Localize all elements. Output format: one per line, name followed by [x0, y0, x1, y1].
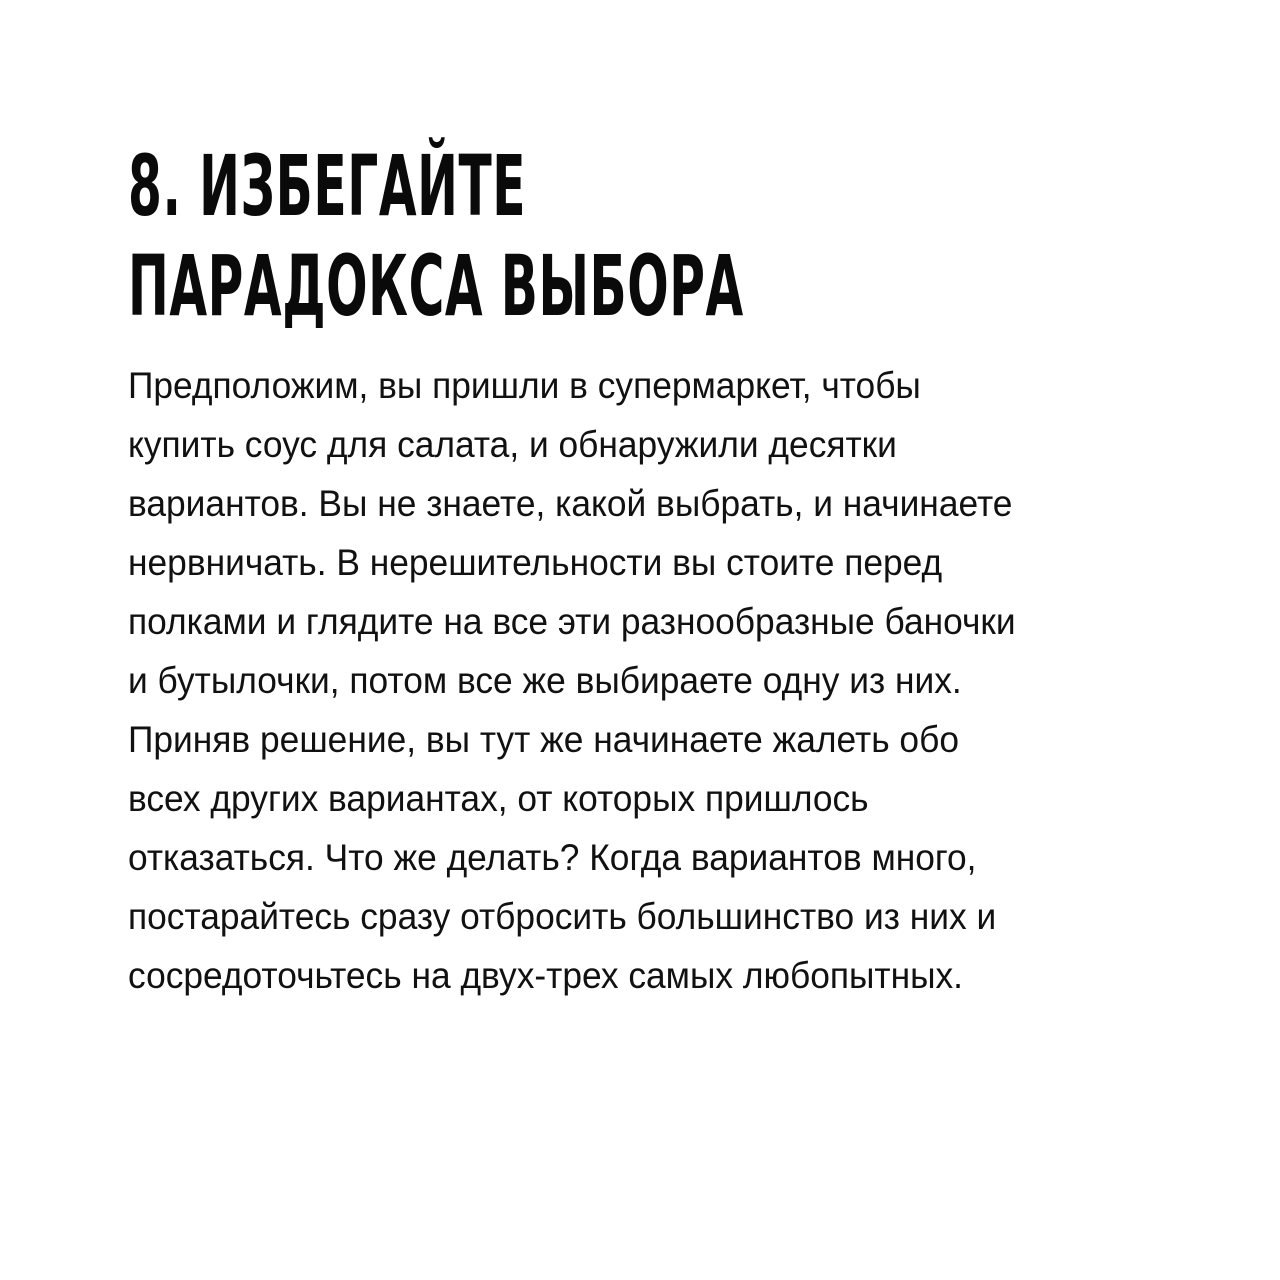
body-line-2: купить соус для салата, и обнаружили десятки — [128, 424, 897, 465]
body-line-10: постарайтесь сразу отбросить большинство из них и — [128, 896, 997, 937]
body-line-3: вариантов. Вы не знаете, какой выбрать, и начинаете — [128, 483, 1013, 524]
body-line-9: отказаться. Что же делать? Когда вариантов много, — [128, 837, 977, 878]
title-line-2: ПАРАДОКСА ВЫБОРА — [128, 237, 744, 335]
body-line-5: полками и глядите на все эти разнообразные баночки — [128, 601, 1016, 642]
body-line-7: Приняв решение, вы тут же начинаете жалеть обо — [128, 719, 959, 760]
body-paragraph — [128, 356, 1016, 1005]
body-line-4: нервничать. В нерешительности вы стоите перед — [128, 542, 943, 583]
body-line-6: и бутылочки, потом все же выбираете одну из них. — [128, 660, 962, 701]
body-line-11: сосредоточьтесь на двух-трех самых любопытных. — [128, 955, 963, 996]
title-line-1: 8. ИЗБЕГАЙТЕ — [128, 137, 527, 235]
slide-title — [128, 136, 744, 336]
body-line-1: Предположим, вы пришли в супермаркет, чтобы — [128, 365, 921, 406]
body-line-8: всех других вариантах, от которых пришлось — [128, 778, 869, 819]
